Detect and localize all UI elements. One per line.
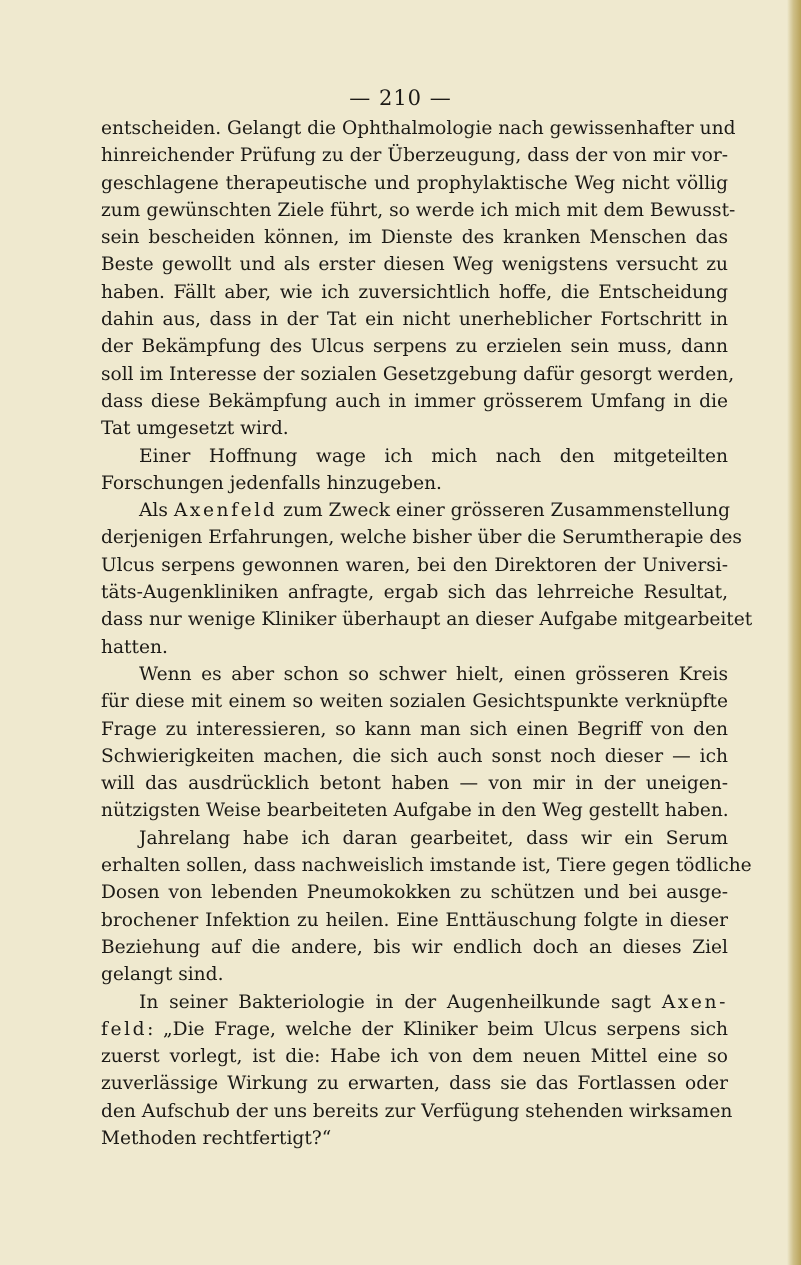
text-segment: In seiner Bakteriologie in der Augenheilkunde sagt: [139, 991, 662, 1013]
paragraph: [101, 443, 728, 498]
text-segment: Als: [139, 500, 174, 522]
text-line: [101, 797, 728, 824]
text-segment: der Bekämpfung des Ulcus serpens zu erzielen sein muss, dann: [101, 336, 728, 358]
page-edge: [787, 0, 801, 1265]
text-line: [101, 224, 728, 251]
text-line: [101, 415, 728, 442]
text-segment: Wenn es aber schon so schwer hielt, einen grösseren Kreis: [139, 663, 728, 685]
text-line: [101, 934, 728, 961]
text-segment: derjenigen Erfahrungen, welche bisher über die Serumtherapie des: [101, 527, 742, 549]
text-line: [101, 443, 728, 470]
text-segment: Beziehung auf die andere, bis wir endlich doch an dieses Ziel: [101, 936, 728, 958]
text-segment: für diese mit einem so weiten sozialen Gesichtspunkte verknüpfte: [101, 691, 728, 713]
text-line: [101, 552, 728, 579]
text-line: [101, 907, 728, 934]
text-line: [101, 115, 736, 142]
text-line: [101, 1098, 733, 1125]
text-segment: hatten.: [101, 636, 168, 658]
text-line: [101, 197, 736, 224]
text-line: [101, 661, 728, 688]
text-segment: hinreichender Prüfung zu der Überzeugung, dass der von mir vor-: [101, 145, 728, 167]
text-line: [101, 170, 728, 197]
text-line: [101, 579, 728, 606]
text-segment: zuverlässige Wirkung zu erwarten, dass sie das Fortlassen oder: [101, 1073, 728, 1095]
text-line: [101, 524, 742, 551]
author-name: Axenfeld: [173, 500, 278, 522]
text-segment: haben. Fällt aber, wie ich zuversichtlich hoffe, die Entscheidung: [101, 281, 728, 303]
paragraph: [101, 497, 753, 661]
text-segment: Methoden rechtfertigt?“: [101, 1127, 332, 1149]
paragraph: [101, 115, 736, 443]
text-segment: dahin aus, dass in der Tat ein nicht unerheblicher Fortschritt in: [101, 309, 728, 331]
text-line: [101, 306, 728, 333]
text-segment: : „Die Frage, welche der Kliniker beim Ulcus serpens sich: [147, 1018, 728, 1040]
text-line: [101, 961, 728, 988]
text-line: [101, 1070, 728, 1097]
text-line: [101, 716, 728, 743]
text-line: [101, 1125, 728, 1152]
text-segment: zum Zweck einer grösseren Zusammenstellung: [277, 500, 731, 522]
text-segment: nützigsten Weise bearbeiteten Aufgabe in den Weg gestellt haben.: [101, 800, 729, 822]
text-segment: geschlagene therapeutische und prophylaktische Weg nicht völlig: [101, 172, 728, 194]
text-segment: Beste gewollt und als erster diesen Weg wenigstens versucht zu: [101, 254, 728, 276]
paragraph: [101, 825, 752, 989]
text-line: [101, 825, 728, 852]
text-line: [101, 333, 728, 360]
text-line: [101, 852, 752, 879]
text-segment: sein bescheiden können, im Dienste des kranken Menschen das: [101, 227, 728, 249]
text-segment: soll im Interesse der sozialen Gesetzgebung dafür gesorgt werden,: [101, 363, 735, 385]
text-line: [101, 142, 728, 169]
text-segment: Forschungen jedenfalls hinzugeben.: [101, 472, 442, 494]
text-line: [101, 634, 728, 661]
text-line: [101, 1016, 728, 1043]
text-segment: dass nur wenige Kliniker überhaupt an dieser Aufgabe mitgearbeitet: [101, 609, 753, 631]
text-segment: Tat umgesetzt wird.: [101, 418, 289, 440]
text-segment: den Aufschub der uns bereits zur Verfügung stehenden wirksamen: [101, 1100, 733, 1122]
text-line: [101, 743, 728, 770]
text-segment: Frage zu interessieren, so kann man sich einen Begriff von den: [101, 718, 728, 740]
text-line: [101, 688, 728, 715]
text-segment: gelangt sind.: [101, 964, 224, 986]
text-line: [101, 470, 728, 497]
text-segment: Schwierigkeiten machen, die sich auch sonst noch dieser — ich: [101, 745, 728, 767]
text-segment: will das ausdrücklich betont haben — von mir in der uneigen-: [101, 773, 728, 795]
text-segment: entscheiden. Gelangt die Ophthalmologie nach gewissenhafter und: [101, 118, 736, 139]
text-segment: Jahrelang habe ich daran gearbeitet, dass wir ein Serum: [139, 827, 728, 849]
text-line: [101, 879, 728, 906]
text-segment: Ulcus serpens gewonnen waren, bei den Direktoren der Universi-: [101, 554, 728, 576]
paragraph: [101, 989, 733, 1153]
text-line: [101, 770, 728, 797]
text-segment: zum gewünschten Ziele führt, so werde ich mich mit dem Bewusst-: [101, 199, 736, 221]
text-body: [101, 115, 753, 1152]
paragraph: [101, 661, 728, 825]
text-segment: dass diese Bekämpfung auch in immer grösserem Umfang in die: [101, 390, 728, 412]
text-line: [101, 279, 728, 306]
text-line: [101, 251, 728, 278]
page-number: — 210 —: [349, 86, 452, 110]
author-name: Axen-: [661, 991, 728, 1013]
text-line: [101, 497, 731, 524]
text-segment: brochener Infektion zu heilen. Eine Enttäuschung folgte in dieser: [101, 909, 728, 931]
text-line: [101, 1043, 728, 1070]
text-line: [101, 989, 728, 1016]
text-line: [101, 606, 753, 633]
text-segment: Dosen von lebenden Pneumokokken zu schützen und bei ausge-: [101, 882, 728, 904]
text-line: [101, 361, 735, 388]
author-name: feld: [101, 1018, 148, 1040]
text-segment: Einer Hoffnung wage ich mich nach den mitgeteilten: [139, 445, 728, 467]
text-segment: täts-Augenkliniken anfragte, ergab sich das lehrreiche Resultat,: [101, 582, 728, 604]
text-line: [101, 388, 728, 415]
text-segment: zuerst vorlegt, ist die: Habe ich von dem neuen Mittel eine so: [101, 1046, 728, 1068]
text-segment: erhalten sollen, dass nachweislich imstande ist, Tiere gegen tödliche: [101, 855, 752, 877]
